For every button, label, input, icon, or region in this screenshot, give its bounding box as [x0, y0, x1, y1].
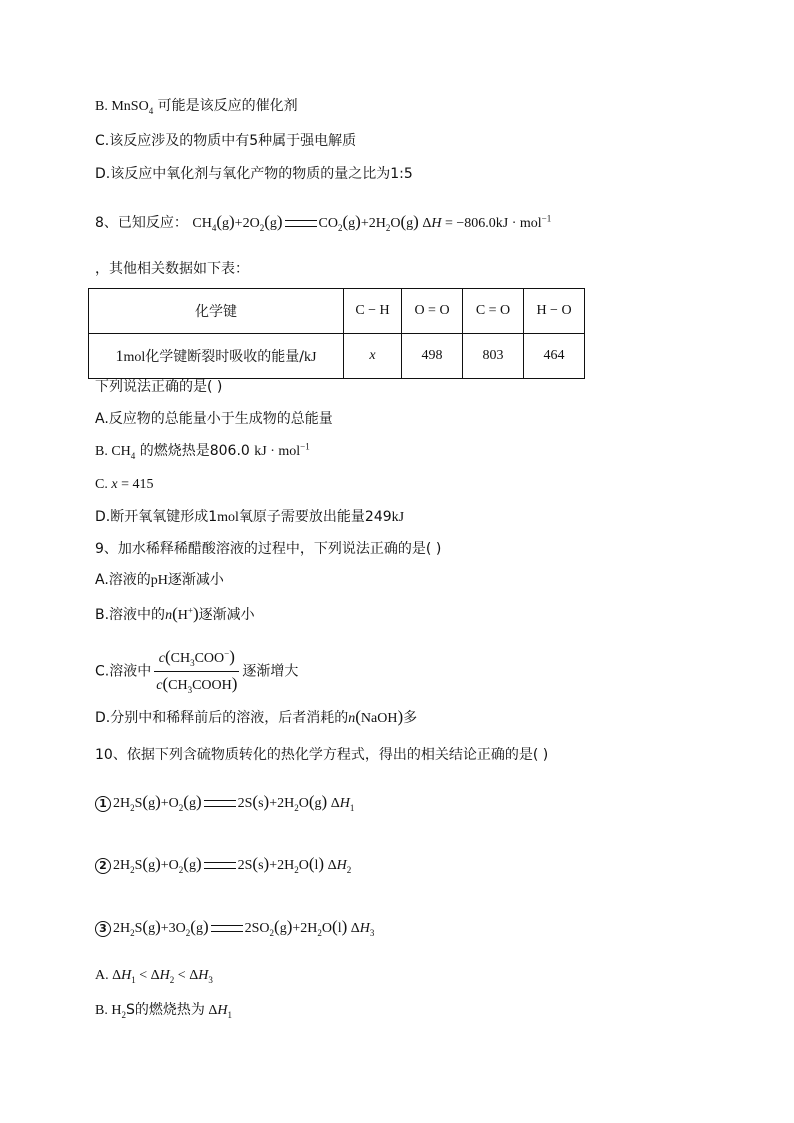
q9-option-a: A.溶液的pH逐渐减小	[95, 572, 224, 588]
q9-option-b: B.溶液中的n(H+)逐渐减小	[95, 604, 255, 623]
table-cell: 464	[524, 334, 585, 379]
q10-equation-3: 3 $2H_2S(g)+3O_2(g)$ $2SO_2(g)+2H_2O(l)$ $\Delta H_3$	[95, 917, 374, 939]
q7-option-d: D.该反应中氧化剂与氧化产物的物质的量之比为1:5	[95, 166, 413, 182]
q10-equation-1: 1 $2H_2S(g)+O_2(g)$ $2S(s)+2H_2O(g)$ $\Delta H_1$	[95, 792, 354, 814]
q8-option-c: C. x = 415	[95, 477, 154, 492]
table-header-cell: H − O	[524, 289, 585, 334]
q7-option-b: B. MnSO$_4$ 可能是该反应的催化剂	[95, 98, 298, 116]
q8-option-a: A.反应物的总能量小于生成物的总能量	[95, 411, 333, 427]
table-header-row	[89, 289, 585, 334]
circled-number-2: 2	[95, 858, 111, 874]
table-header-cell: C = O	[463, 289, 524, 334]
table-cell: 498	[402, 334, 463, 379]
q8-prompt: 下列说法正确的是( )	[95, 379, 223, 395]
table-cell: 803	[463, 334, 524, 379]
q8-option-d: D.断开氧氧键形成1mol氧原子需要放出能量249kJ	[95, 509, 405, 525]
table-cell: x	[344, 334, 402, 379]
circled-number-3: 3	[95, 921, 111, 937]
q10-stem: 10、依据下列含硫物质转化的热化学方程式，得出的相关结论正确的是( )	[95, 747, 549, 763]
concentration-ratio-fraction: $\frac{c(CH_3COO^-)}{c(CH_3COOH)}$	[156, 647, 238, 695]
q9-stem: 9、加水稀释稀醋酸溶液的过程中，下列说法正确的是( )	[95, 541, 442, 557]
circled-number-1: 1	[95, 796, 111, 812]
q8-stem: 8、已知反应： $CH_4(g)+2O_2(g)$ $CO_2(g)+2H_2O(g) \Delta H = -806.0kJ \cdot mol^{-1}$	[95, 212, 552, 233]
q10-equation-2: 2 $2H_2S(g)+O_2(g)$ $2S(s)+2H_2O(l)$ $\Delta H_2$	[95, 854, 351, 876]
table-header-cell: 化学键	[89, 289, 344, 334]
q8-equation: $CH_4(g)+2O_2(g)$ $CO_2(g)+2H_2O(g) \Delta H$ =	[192, 212, 457, 233]
table-row	[89, 334, 585, 379]
q7-option-c: C.该反应涉及的物质中有5种属于强电解质	[95, 133, 357, 149]
q8-option-b: B. $CH_4$ 的燃烧热是806.0 kJ · mol$^{-1}$	[95, 441, 310, 461]
q8-note: ，其他相关数据如下表：	[95, 261, 249, 277]
bond-energy-table	[88, 288, 585, 379]
q9-option-c: C.溶液中 $\frac{c(CH_3COO^-)}{c(CH_3COOH)}$ 逐渐增大	[95, 646, 298, 697]
q10-option-a: A. $\Delta H_1 < \Delta H_2 < \Delta H_3$	[95, 968, 213, 985]
table-header-cell: O = O	[402, 289, 463, 334]
table-row-label: 1mol化学键断裂时吸收的能量/kJ	[89, 334, 344, 379]
table-header-cell: C − H	[344, 289, 402, 334]
q10-option-b: B. $H_2S$的燃烧热为 $\Delta H_1$	[95, 1002, 232, 1020]
q9-option-d: D.分别中和稀释前后的溶液，后者消耗的n(NaOH)多	[95, 707, 418, 726]
